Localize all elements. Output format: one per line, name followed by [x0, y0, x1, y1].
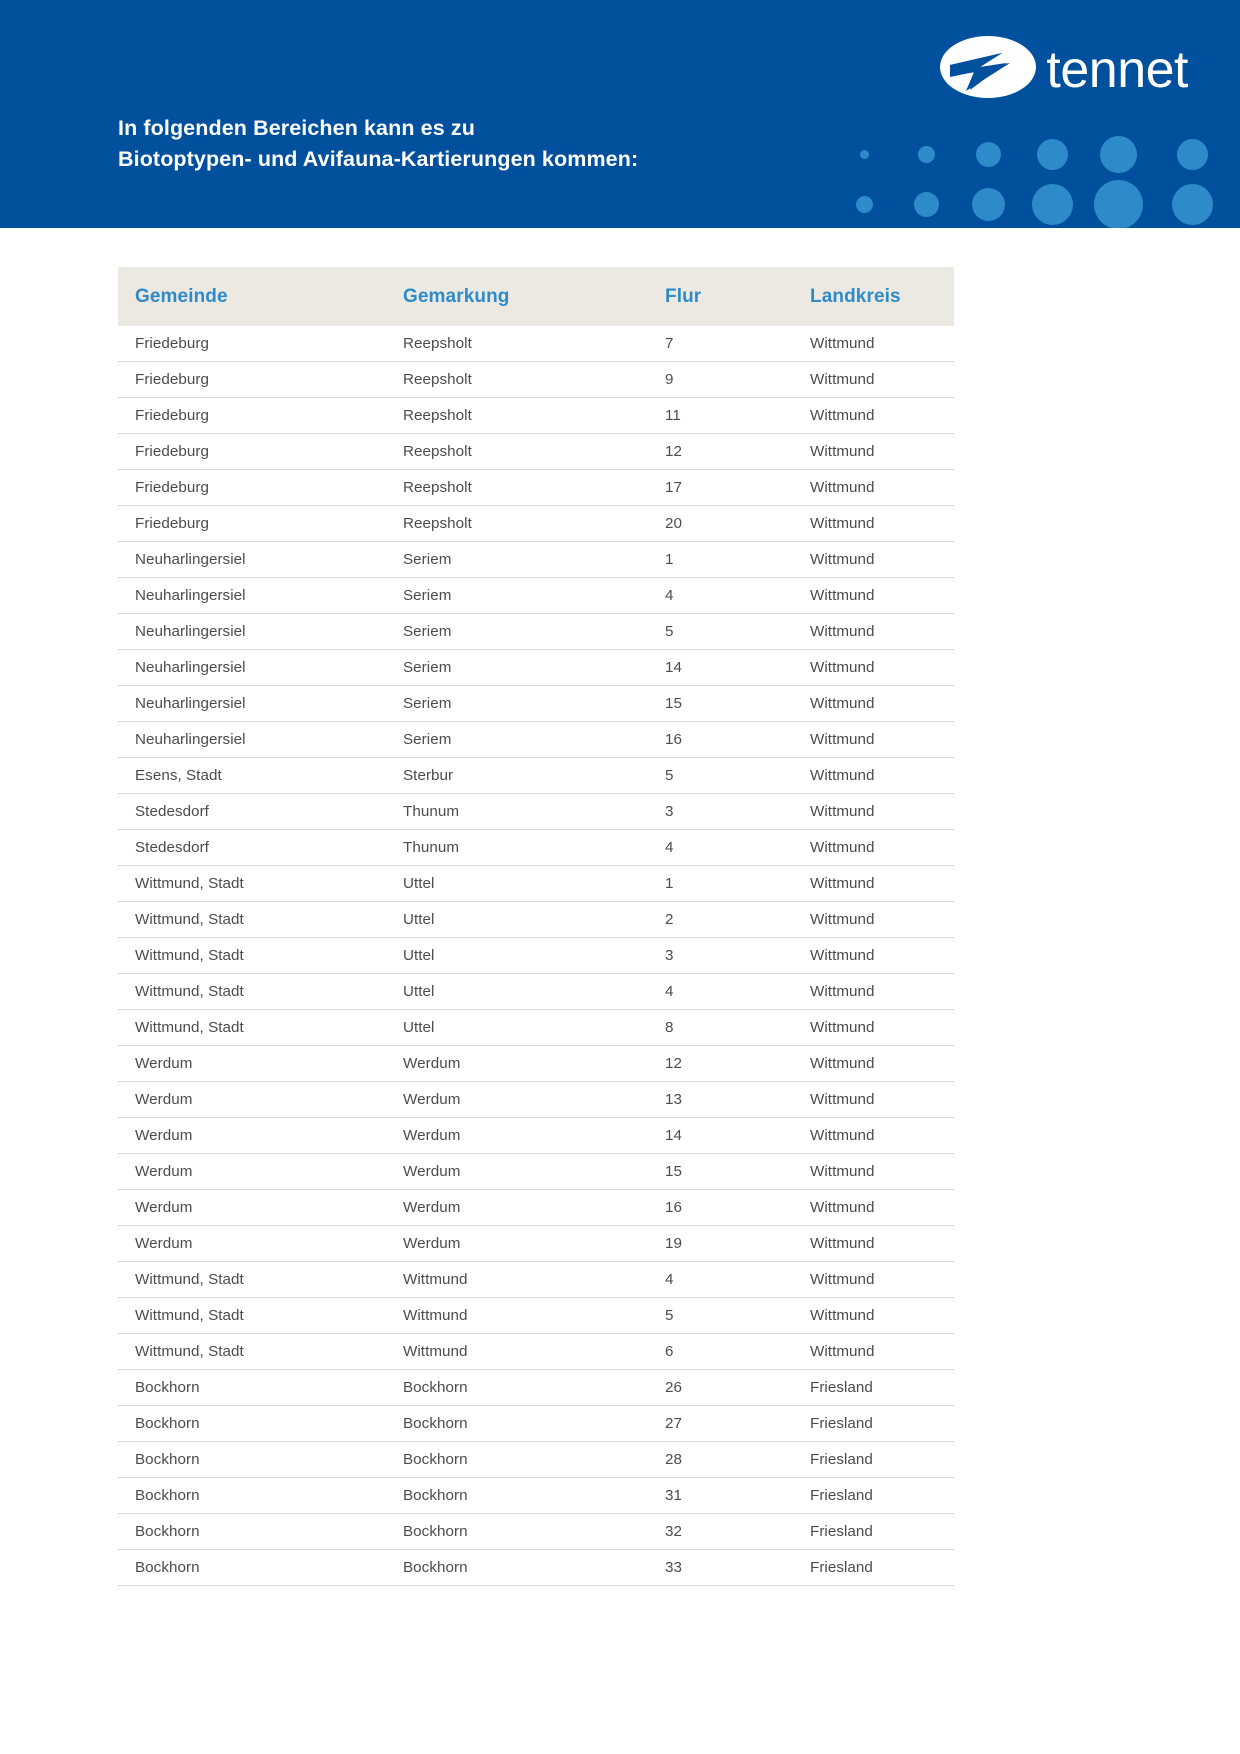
cell-gemeinde: Bockhorn — [118, 1406, 386, 1442]
decorative-dot — [1177, 139, 1208, 170]
cell-landkreis: Wittmund — [793, 902, 954, 938]
cell-flur: 14 — [648, 650, 793, 686]
table-row — [118, 1298, 954, 1334]
table-row — [118, 1478, 954, 1514]
cell-flur: 12 — [648, 1046, 793, 1082]
table-row — [118, 542, 954, 578]
cell-flur: 17 — [648, 470, 793, 506]
cell-flur: 5 — [648, 1298, 793, 1334]
cell-gemeinde: Bockhorn — [118, 1514, 386, 1550]
cell-gemarkung: Uttel — [386, 938, 648, 974]
cell-gemeinde: Stedesdorf — [118, 830, 386, 866]
table-row — [118, 974, 954, 1010]
tennet-logo — [940, 36, 1188, 103]
cell-flur: 19 — [648, 1226, 793, 1262]
cell-gemeinde: Friedeburg — [118, 434, 386, 470]
cell-landkreis: Wittmund — [793, 326, 954, 362]
table-row — [118, 506, 954, 542]
cell-flur: 8 — [648, 1010, 793, 1046]
kartierung-table-container — [118, 267, 954, 1586]
column-header-gemeinde: Gemeinde — [118, 267, 386, 326]
cell-gemarkung: Uttel — [386, 866, 648, 902]
cell-flur: 4 — [648, 1262, 793, 1298]
cell-gemarkung: Reepsholt — [386, 398, 648, 434]
cell-gemeinde: Neuharlingersiel — [118, 542, 386, 578]
cell-flur: 15 — [648, 686, 793, 722]
cell-gemeinde: Friedeburg — [118, 326, 386, 362]
cell-landkreis: Wittmund — [793, 614, 954, 650]
kartierung-table — [118, 267, 954, 1586]
cell-flur: 27 — [648, 1406, 793, 1442]
decorative-dot — [1094, 180, 1143, 228]
table-row — [118, 398, 954, 434]
decorative-dot — [914, 192, 939, 217]
table-row — [118, 1226, 954, 1262]
table-row — [118, 1010, 954, 1046]
cell-gemarkung: Reepsholt — [386, 326, 648, 362]
cell-gemeinde: Wittmund, Stadt — [118, 1262, 386, 1298]
cell-gemarkung: Werdum — [386, 1082, 648, 1118]
cell-gemeinde: Esens, Stadt — [118, 758, 386, 794]
cell-flur: 5 — [648, 758, 793, 794]
cell-gemeinde: Wittmund, Stadt — [118, 866, 386, 902]
cell-gemeinde: Neuharlingersiel — [118, 650, 386, 686]
cell-flur: 26 — [648, 1370, 793, 1406]
cell-gemarkung: Wittmund — [386, 1262, 648, 1298]
cell-flur: 4 — [648, 830, 793, 866]
table-row — [118, 614, 954, 650]
headline-line-1: In folgenden Bereichen kann es zu — [118, 116, 475, 140]
cell-flur: 31 — [648, 1478, 793, 1514]
cell-gemarkung: Werdum — [386, 1118, 648, 1154]
cell-landkreis: Wittmund — [793, 434, 954, 470]
decorative-dot — [976, 142, 1001, 167]
cell-flur: 11 — [648, 398, 793, 434]
cell-gemeinde: Neuharlingersiel — [118, 722, 386, 758]
page-header-band — [0, 0, 1240, 228]
cell-gemarkung: Seriem — [386, 578, 648, 614]
decorative-dot — [1037, 139, 1068, 170]
cell-landkreis: Friesland — [793, 1478, 954, 1514]
decorative-dot — [972, 188, 1005, 221]
cell-gemarkung: Sterbur — [386, 758, 648, 794]
cell-gemeinde: Neuharlingersiel — [118, 614, 386, 650]
cell-landkreis: Wittmund — [793, 1334, 954, 1370]
cell-gemarkung: Reepsholt — [386, 506, 648, 542]
table-row — [118, 902, 954, 938]
decorative-dot — [1032, 184, 1073, 225]
cell-flur: 16 — [648, 1190, 793, 1226]
cell-gemarkung: Bockhorn — [386, 1550, 648, 1586]
decorative-dot — [918, 146, 935, 163]
table-header — [118, 267, 954, 326]
decorative-dot — [856, 196, 873, 213]
cell-gemarkung: Bockhorn — [386, 1370, 648, 1406]
cell-landkreis: Wittmund — [793, 686, 954, 722]
cell-landkreis: Friesland — [793, 1442, 954, 1478]
cell-flur: 4 — [648, 578, 793, 614]
cell-gemeinde: Bockhorn — [118, 1442, 386, 1478]
cell-flur: 3 — [648, 938, 793, 974]
cell-gemeinde: Werdum — [118, 1118, 386, 1154]
table-row — [118, 650, 954, 686]
cell-gemarkung: Wittmund — [386, 1298, 648, 1334]
table-row — [118, 1406, 954, 1442]
cell-landkreis: Wittmund — [793, 1190, 954, 1226]
column-header-flur: Flur — [648, 267, 793, 326]
cell-flur: 2 — [648, 902, 793, 938]
cell-landkreis: Wittmund — [793, 1262, 954, 1298]
cell-landkreis: Wittmund — [793, 1298, 954, 1334]
cell-gemeinde: Werdum — [118, 1190, 386, 1226]
cell-gemeinde: Wittmund, Stadt — [118, 1010, 386, 1046]
cell-gemarkung: Uttel — [386, 974, 648, 1010]
cell-gemeinde: Werdum — [118, 1154, 386, 1190]
decorative-dot — [860, 150, 869, 159]
cell-flur: 3 — [648, 794, 793, 830]
cell-gemarkung: Thunum — [386, 830, 648, 866]
table-row — [118, 938, 954, 974]
cell-gemeinde: Friedeburg — [118, 362, 386, 398]
cell-gemarkung: Reepsholt — [386, 470, 648, 506]
table-row — [118, 1154, 954, 1190]
table-row — [118, 1118, 954, 1154]
table-row — [118, 1334, 954, 1370]
cell-flur: 20 — [648, 506, 793, 542]
column-header-landkreis: Landkreis — [793, 267, 954, 326]
cell-landkreis: Wittmund — [793, 1154, 954, 1190]
cell-landkreis: Wittmund — [793, 1010, 954, 1046]
cell-flur: 7 — [648, 326, 793, 362]
cell-gemarkung: Reepsholt — [386, 362, 648, 398]
table-row — [118, 470, 954, 506]
cell-landkreis: Wittmund — [793, 1046, 954, 1082]
cell-gemeinde: Bockhorn — [118, 1370, 386, 1406]
table-row — [118, 326, 954, 362]
table-row — [118, 1046, 954, 1082]
cell-gemarkung: Werdum — [386, 1190, 648, 1226]
cell-landkreis: Wittmund — [793, 938, 954, 974]
cell-landkreis: Wittmund — [793, 794, 954, 830]
table-row — [118, 578, 954, 614]
cell-landkreis: Wittmund — [793, 866, 954, 902]
cell-landkreis: Wittmund — [793, 722, 954, 758]
table-row — [118, 1550, 954, 1586]
cell-gemeinde: Wittmund, Stadt — [118, 902, 386, 938]
cell-gemeinde: Friedeburg — [118, 470, 386, 506]
cell-landkreis: Wittmund — [793, 1226, 954, 1262]
table-row — [118, 362, 954, 398]
decorative-dot — [1100, 136, 1137, 173]
column-header-gemarkung: Gemarkung — [386, 267, 648, 326]
table-row — [118, 758, 954, 794]
cell-landkreis: Wittmund — [793, 398, 954, 434]
cell-landkreis: Wittmund — [793, 470, 954, 506]
table-row — [118, 1370, 954, 1406]
cell-flur: 32 — [648, 1514, 793, 1550]
cell-flur: 16 — [648, 722, 793, 758]
cell-landkreis: Wittmund — [793, 1082, 954, 1118]
cell-gemeinde: Neuharlingersiel — [118, 578, 386, 614]
cell-gemarkung: Werdum — [386, 1154, 648, 1190]
cell-gemeinde: Friedeburg — [118, 398, 386, 434]
cell-gemeinde: Wittmund, Stadt — [118, 1298, 386, 1334]
cell-gemeinde: Friedeburg — [118, 506, 386, 542]
cell-gemarkung: Seriem — [386, 650, 648, 686]
table-row — [118, 434, 954, 470]
table-row — [118, 722, 954, 758]
cell-landkreis: Wittmund — [793, 974, 954, 1010]
table-row — [118, 830, 954, 866]
headline-line-2: Biotoptypen- und Avifauna-Kartierungen kommen: — [118, 146, 639, 171]
cell-landkreis: Wittmund — [793, 578, 954, 614]
table-row — [118, 686, 954, 722]
cell-landkreis: Friesland — [793, 1370, 954, 1406]
cell-gemarkung: Bockhorn — [386, 1478, 648, 1514]
cell-landkreis: Wittmund — [793, 542, 954, 578]
tennet-wordmark: tennet — [1046, 40, 1188, 99]
table-row — [118, 1262, 954, 1298]
decorative-dot-grid — [838, 128, 1240, 228]
cell-landkreis: Wittmund — [793, 1118, 954, 1154]
cell-gemeinde: Bockhorn — [118, 1550, 386, 1586]
cell-flur: 6 — [648, 1334, 793, 1370]
cell-gemeinde: Wittmund, Stadt — [118, 1334, 386, 1370]
cell-gemeinde: Bockhorn — [118, 1478, 386, 1514]
table-body — [118, 326, 954, 1586]
cell-flur: 13 — [648, 1082, 793, 1118]
cell-gemarkung: Seriem — [386, 722, 648, 758]
tennet-oval-arrow-icon — [940, 36, 1036, 103]
table-row — [118, 866, 954, 902]
cell-gemarkung: Seriem — [386, 542, 648, 578]
table-row — [118, 1514, 954, 1550]
cell-flur: 1 — [648, 542, 793, 578]
cell-gemarkung: Werdum — [386, 1046, 648, 1082]
cell-flur: 33 — [648, 1550, 793, 1586]
cell-gemeinde: Werdum — [118, 1046, 386, 1082]
cell-gemeinde: Wittmund, Stadt — [118, 974, 386, 1010]
cell-gemarkung: Wittmund — [386, 1334, 648, 1370]
cell-landkreis: Friesland — [793, 1406, 954, 1442]
cell-flur: 28 — [648, 1442, 793, 1478]
cell-landkreis: Friesland — [793, 1514, 954, 1550]
cell-flur: 4 — [648, 974, 793, 1010]
table-row — [118, 794, 954, 830]
cell-landkreis: Wittmund — [793, 506, 954, 542]
table-row — [118, 1190, 954, 1226]
cell-gemeinde: Neuharlingersiel — [118, 686, 386, 722]
cell-gemarkung: Bockhorn — [386, 1442, 648, 1478]
cell-flur: 9 — [648, 362, 793, 398]
cell-flur: 14 — [648, 1118, 793, 1154]
cell-gemeinde: Werdum — [118, 1082, 386, 1118]
cell-gemarkung: Uttel — [386, 1010, 648, 1046]
cell-landkreis: Wittmund — [793, 758, 954, 794]
cell-landkreis: Wittmund — [793, 362, 954, 398]
cell-landkreis: Friesland — [793, 1550, 954, 1586]
cell-gemarkung: Uttel — [386, 902, 648, 938]
cell-landkreis: Wittmund — [793, 830, 954, 866]
cell-flur: 5 — [648, 614, 793, 650]
cell-gemarkung: Seriem — [386, 686, 648, 722]
page-title — [118, 113, 638, 174]
cell-gemarkung: Thunum — [386, 794, 648, 830]
cell-flur: 12 — [648, 434, 793, 470]
table-row — [118, 1442, 954, 1478]
cell-flur: 1 — [648, 866, 793, 902]
cell-gemeinde: Werdum — [118, 1226, 386, 1262]
cell-gemarkung: Reepsholt — [386, 434, 648, 470]
cell-landkreis: Wittmund — [793, 650, 954, 686]
cell-gemarkung: Bockhorn — [386, 1514, 648, 1550]
cell-gemarkung: Werdum — [386, 1226, 648, 1262]
cell-gemarkung: Seriem — [386, 614, 648, 650]
table-header-row — [118, 267, 954, 326]
cell-gemarkung: Bockhorn — [386, 1406, 648, 1442]
cell-gemeinde: Wittmund, Stadt — [118, 938, 386, 974]
cell-flur: 15 — [648, 1154, 793, 1190]
decorative-dot — [1172, 184, 1213, 225]
table-row — [118, 1082, 954, 1118]
cell-gemeinde: Stedesdorf — [118, 794, 386, 830]
